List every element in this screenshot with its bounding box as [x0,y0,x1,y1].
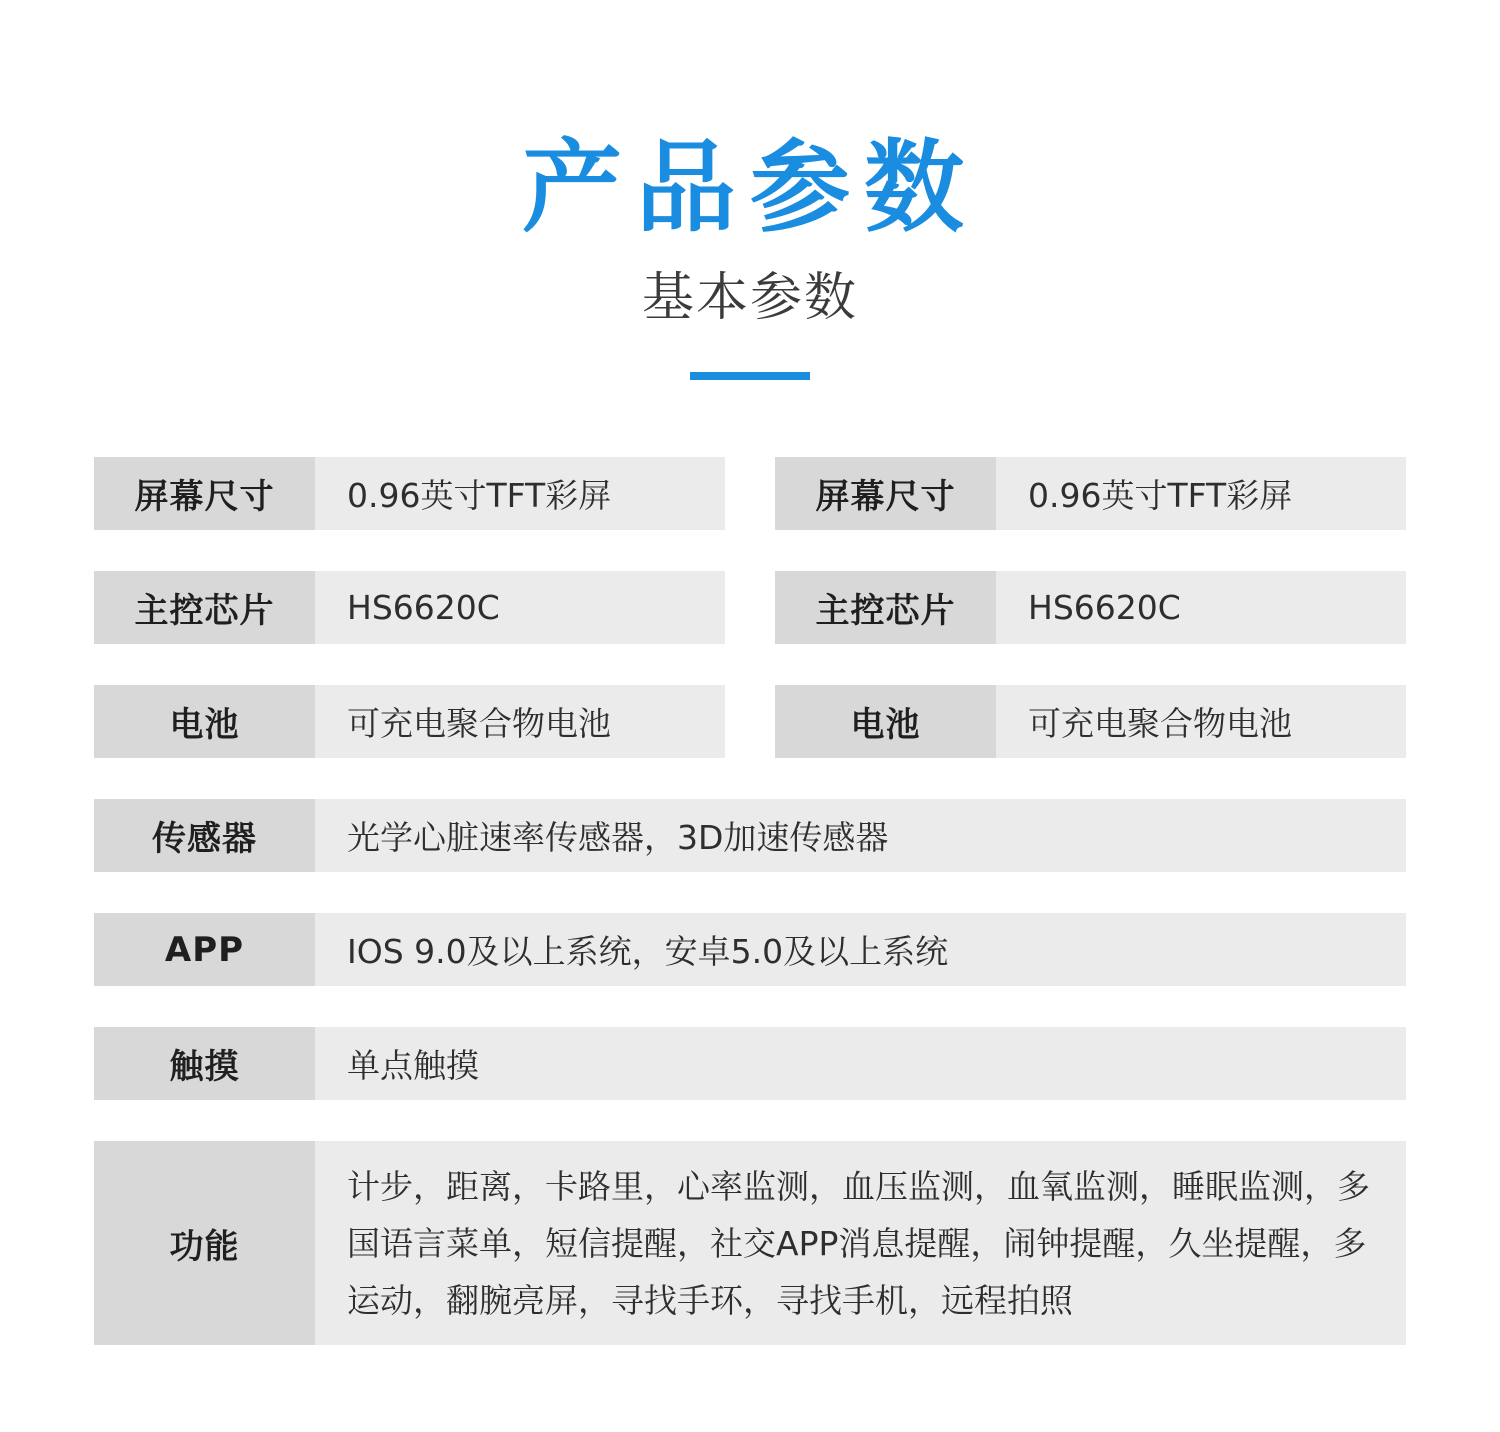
title-divider [690,372,810,380]
spec-row-features [94,1141,1406,1345]
spec-value-battery: 可充电聚合物电池 [347,704,611,743]
spec-cell-battery-left [94,685,725,758]
spec-label-screen: 屏幕尺寸 [775,457,996,530]
spec-value-battery: 可充电聚合物电池 [1028,704,1292,743]
spec-value-features: 计步，距离，卡路里，心率监测，血压监测，血氧监测，睡眠监测，多国语言菜单，短信提醒，社交APP消息提醒，闹钟提醒，久坐提醒，多运动，翻腕亮屏，寻找手环，寻找手机，远程拍照 [347,1166,1370,1320]
spec-label-chip: 主控芯片 [94,571,315,644]
spec-value-chip: HS6620C [1028,588,1181,627]
spec-row-touch [94,1027,1406,1100]
spec-label-screen: 屏幕尺寸 [94,457,315,530]
spec-cell-app [94,913,1406,986]
spec-label-battery: 电池 [775,685,996,758]
spec-label-sensor: 传感器 [94,799,315,872]
spec-cell-sensor [94,799,1406,872]
spec-cell-battery-right [775,685,1406,758]
spec-value-app: IOS 9.0及以上系统，安卓5.0及以上系统 [347,932,949,971]
spec-cell-screen-left [94,457,725,530]
spec-label-chip: 主控芯片 [775,571,996,644]
page-title: 产品参数 [522,129,978,246]
spec-row-chip [94,571,1406,644]
spec-row-sensor [94,799,1406,872]
spec-label-features: 功能 [94,1141,315,1345]
spec-table [94,457,1406,1386]
spec-value-chip: HS6620C [347,588,500,627]
spec-value-screen: 0.96英寸TFT彩屏 [347,476,612,515]
spec-label-battery: 电池 [94,685,315,758]
spec-row-screen [94,457,1406,530]
spec-value-screen: 0.96英寸TFT彩屏 [1028,476,1293,515]
spec-label-touch: 触摸 [94,1027,315,1100]
spec-label-app: APP [94,913,315,986]
spec-cell-features [94,1141,1406,1345]
spec-cell-touch [94,1027,1406,1100]
spec-row-battery [94,685,1406,758]
page-subtitle: 基本参数 [641,268,858,328]
spec-value-sensor: 光学心脏速率传感器，3D加速传感器 [347,818,889,857]
spec-value-touch: 单点触摸 [347,1046,479,1085]
spec-cell-chip-right [775,571,1406,644]
spec-row-app [94,913,1406,986]
spec-cell-chip-left [94,571,725,644]
spec-cell-screen-right [775,457,1406,530]
